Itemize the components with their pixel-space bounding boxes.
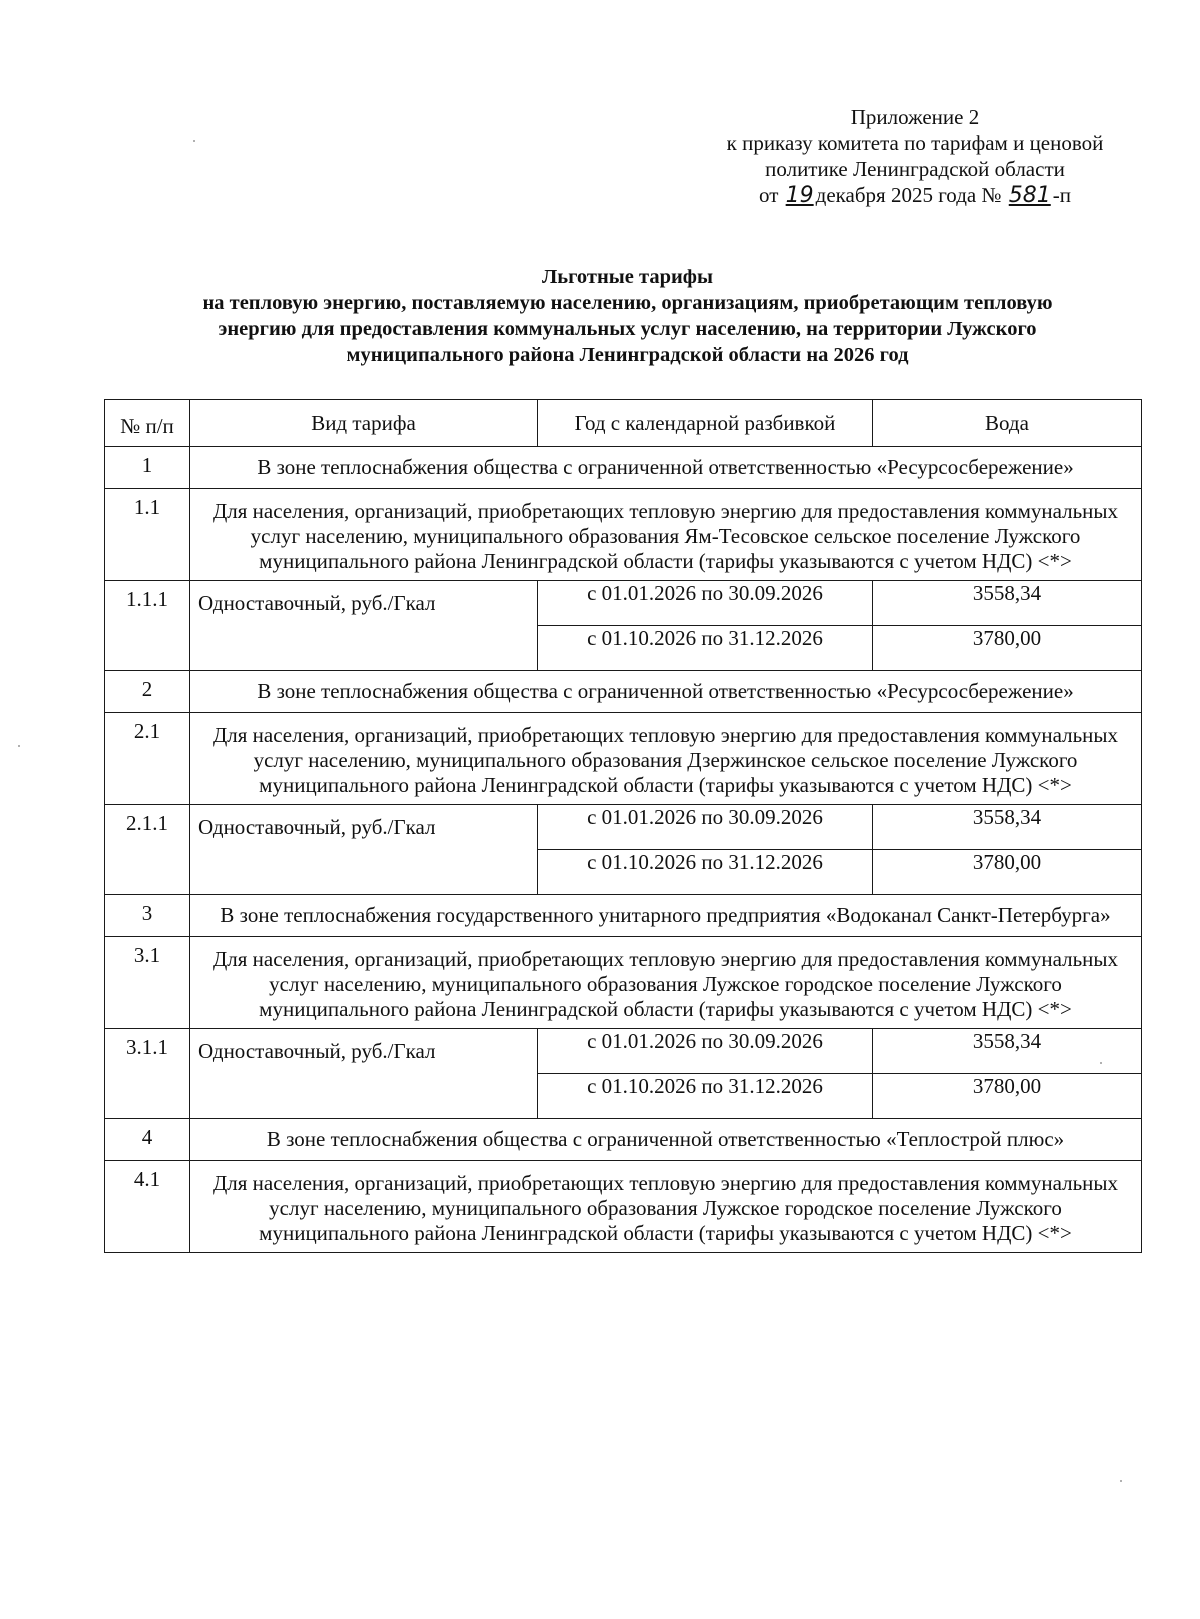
description-row <box>105 489 1142 581</box>
date-prefix: от <box>759 183 779 207</box>
zone-text: В зоне теплоснабжения общества с ограниченной ответственностью «Теплострой плюс» <box>190 1119 1142 1161</box>
description-text: Для населения, организаций, приобретающих тепловую энергию для предоставления коммунальных услуг населению, муниципального образования Ям-Тесовское сельское поселение Лужского муниципального района Ленинградской области (тарифы указываются с учетом НДС) <*> <box>190 489 1142 581</box>
description-text: Для населения, организаций, приобретающих тепловую энергию для предоставления коммунальных услуг населению, муниципального образования Лужское городское поселение Лужского муниципального района Ленинградской области (тарифы указываются с учетом НДС) <*> <box>190 1161 1142 1253</box>
title-line-2: на тепловую энергию, поставляемую населению, организациям, приобретающим тепловую <box>202 292 1053 314</box>
rate-row <box>105 805 1142 850</box>
row-number: 3.1.1 <box>105 1029 190 1119</box>
zone-text: В зоне теплоснабжения общества с ограниченной ответственностью «Ресурсосбережение» <box>190 447 1142 489</box>
handwritten-day: 19 <box>785 183 814 208</box>
header-year: Год с календарной разбивкой <box>538 400 873 447</box>
row-number: 1.1 <box>105 489 190 581</box>
table-body <box>105 447 1142 1253</box>
period-cell: с 01.01.2026 по 30.09.2026 <box>538 581 873 626</box>
appendix-date-line <box>690 182 1140 209</box>
rate-row <box>105 581 1142 626</box>
row-number: 1 <box>105 447 190 489</box>
description-row <box>105 937 1142 1029</box>
appendix-title: Приложение 2 <box>850 105 980 129</box>
document-title <box>105 264 1150 368</box>
description-row <box>105 1161 1142 1253</box>
date-middle: декабря 2025 года № <box>815 183 1002 207</box>
period-cell: с 01.01.2026 по 30.09.2026 <box>538 1029 873 1074</box>
row-number: 1.1.1 <box>105 581 190 671</box>
zone-text: В зоне теплоснабжения общества с ограниченной ответственностью «Ресурсосбережение» <box>190 671 1142 713</box>
zone-row <box>105 895 1142 937</box>
table-header-row <box>105 400 1142 447</box>
water-value-cell: 3780,00 <box>873 1074 1142 1119</box>
row-number: 4 <box>105 1119 190 1161</box>
row-number: 2 <box>105 671 190 713</box>
row-number: 2.1.1 <box>105 805 190 895</box>
title-line-4: муниципального района Ленинградской области на 2026 год <box>346 344 909 366</box>
period-cell: с 01.01.2026 по 30.09.2026 <box>538 805 873 850</box>
tariffs-table <box>104 399 1142 1253</box>
water-value-cell: 3558,34 <box>873 581 1142 626</box>
scan-speck <box>193 140 195 142</box>
water-value-cell: 3558,34 <box>873 1029 1142 1074</box>
tariff-type: Одноставочный, руб./Гкал <box>190 581 538 671</box>
water-value-cell: 3558,34 <box>873 805 1142 850</box>
row-number: 4.1 <box>105 1161 190 1253</box>
period-cell: с 01.10.2026 по 31.12.2026 <box>538 850 873 895</box>
rate-row <box>105 1029 1142 1074</box>
zone-row <box>105 671 1142 713</box>
zone-text: В зоне теплоснабжения государственного унитарного предприятия «Водоканал Санкт-Петербурга» <box>190 895 1142 937</box>
title-line-1: Льготные тарифы <box>542 266 713 288</box>
water-value-cell: 3780,00 <box>873 626 1142 671</box>
appendix-line-2: политике Ленинградской области <box>765 157 1065 181</box>
tariff-type: Одноставочный, руб./Гкал <box>190 1029 538 1119</box>
zone-row <box>105 1119 1142 1161</box>
header-type: Вид тарифа <box>190 400 538 447</box>
period-cell: с 01.10.2026 по 31.12.2026 <box>538 626 873 671</box>
description-row <box>105 713 1142 805</box>
description-text: Для населения, организаций, приобретающих тепловую энергию для предоставления коммунальных услуг населению, муниципального образования Лужское городское поселение Лужского муниципального района Ленинградской области (тарифы указываются с учетом НДС) <*> <box>190 937 1142 1029</box>
tariff-type: Одноставочный, руб./Гкал <box>190 805 538 895</box>
scan-speck <box>1100 1062 1102 1064</box>
appendix-header <box>690 104 1140 209</box>
handwritten-order-number: 581 <box>1008 183 1051 208</box>
scan-speck <box>1120 1480 1122 1482</box>
period-cell: с 01.10.2026 по 31.12.2026 <box>538 1074 873 1119</box>
water-value-cell: 3780,00 <box>873 850 1142 895</box>
title-line-3: энергию для предоставления коммунальных услуг населению, на территории Лужского <box>218 318 1037 340</box>
row-number: 3.1 <box>105 937 190 1029</box>
appendix-line-1: к приказу комитета по тарифам и ценовой <box>726 131 1104 155</box>
row-number: 3 <box>105 895 190 937</box>
scan-speck <box>18 745 20 747</box>
date-suffix: -п <box>1052 183 1071 207</box>
row-number: 2.1 <box>105 713 190 805</box>
header-num: № п/п <box>105 400 190 447</box>
description-text: Для населения, организаций, приобретающих тепловую энергию для предоставления коммунальных услуг населению, муниципального образования Дзержинское сельское поселение Лужского муниципального района Ленинградской области (тарифы указываются с учетом НДС) <*> <box>190 713 1142 805</box>
zone-row <box>105 447 1142 489</box>
header-water: Вода <box>873 400 1142 447</box>
